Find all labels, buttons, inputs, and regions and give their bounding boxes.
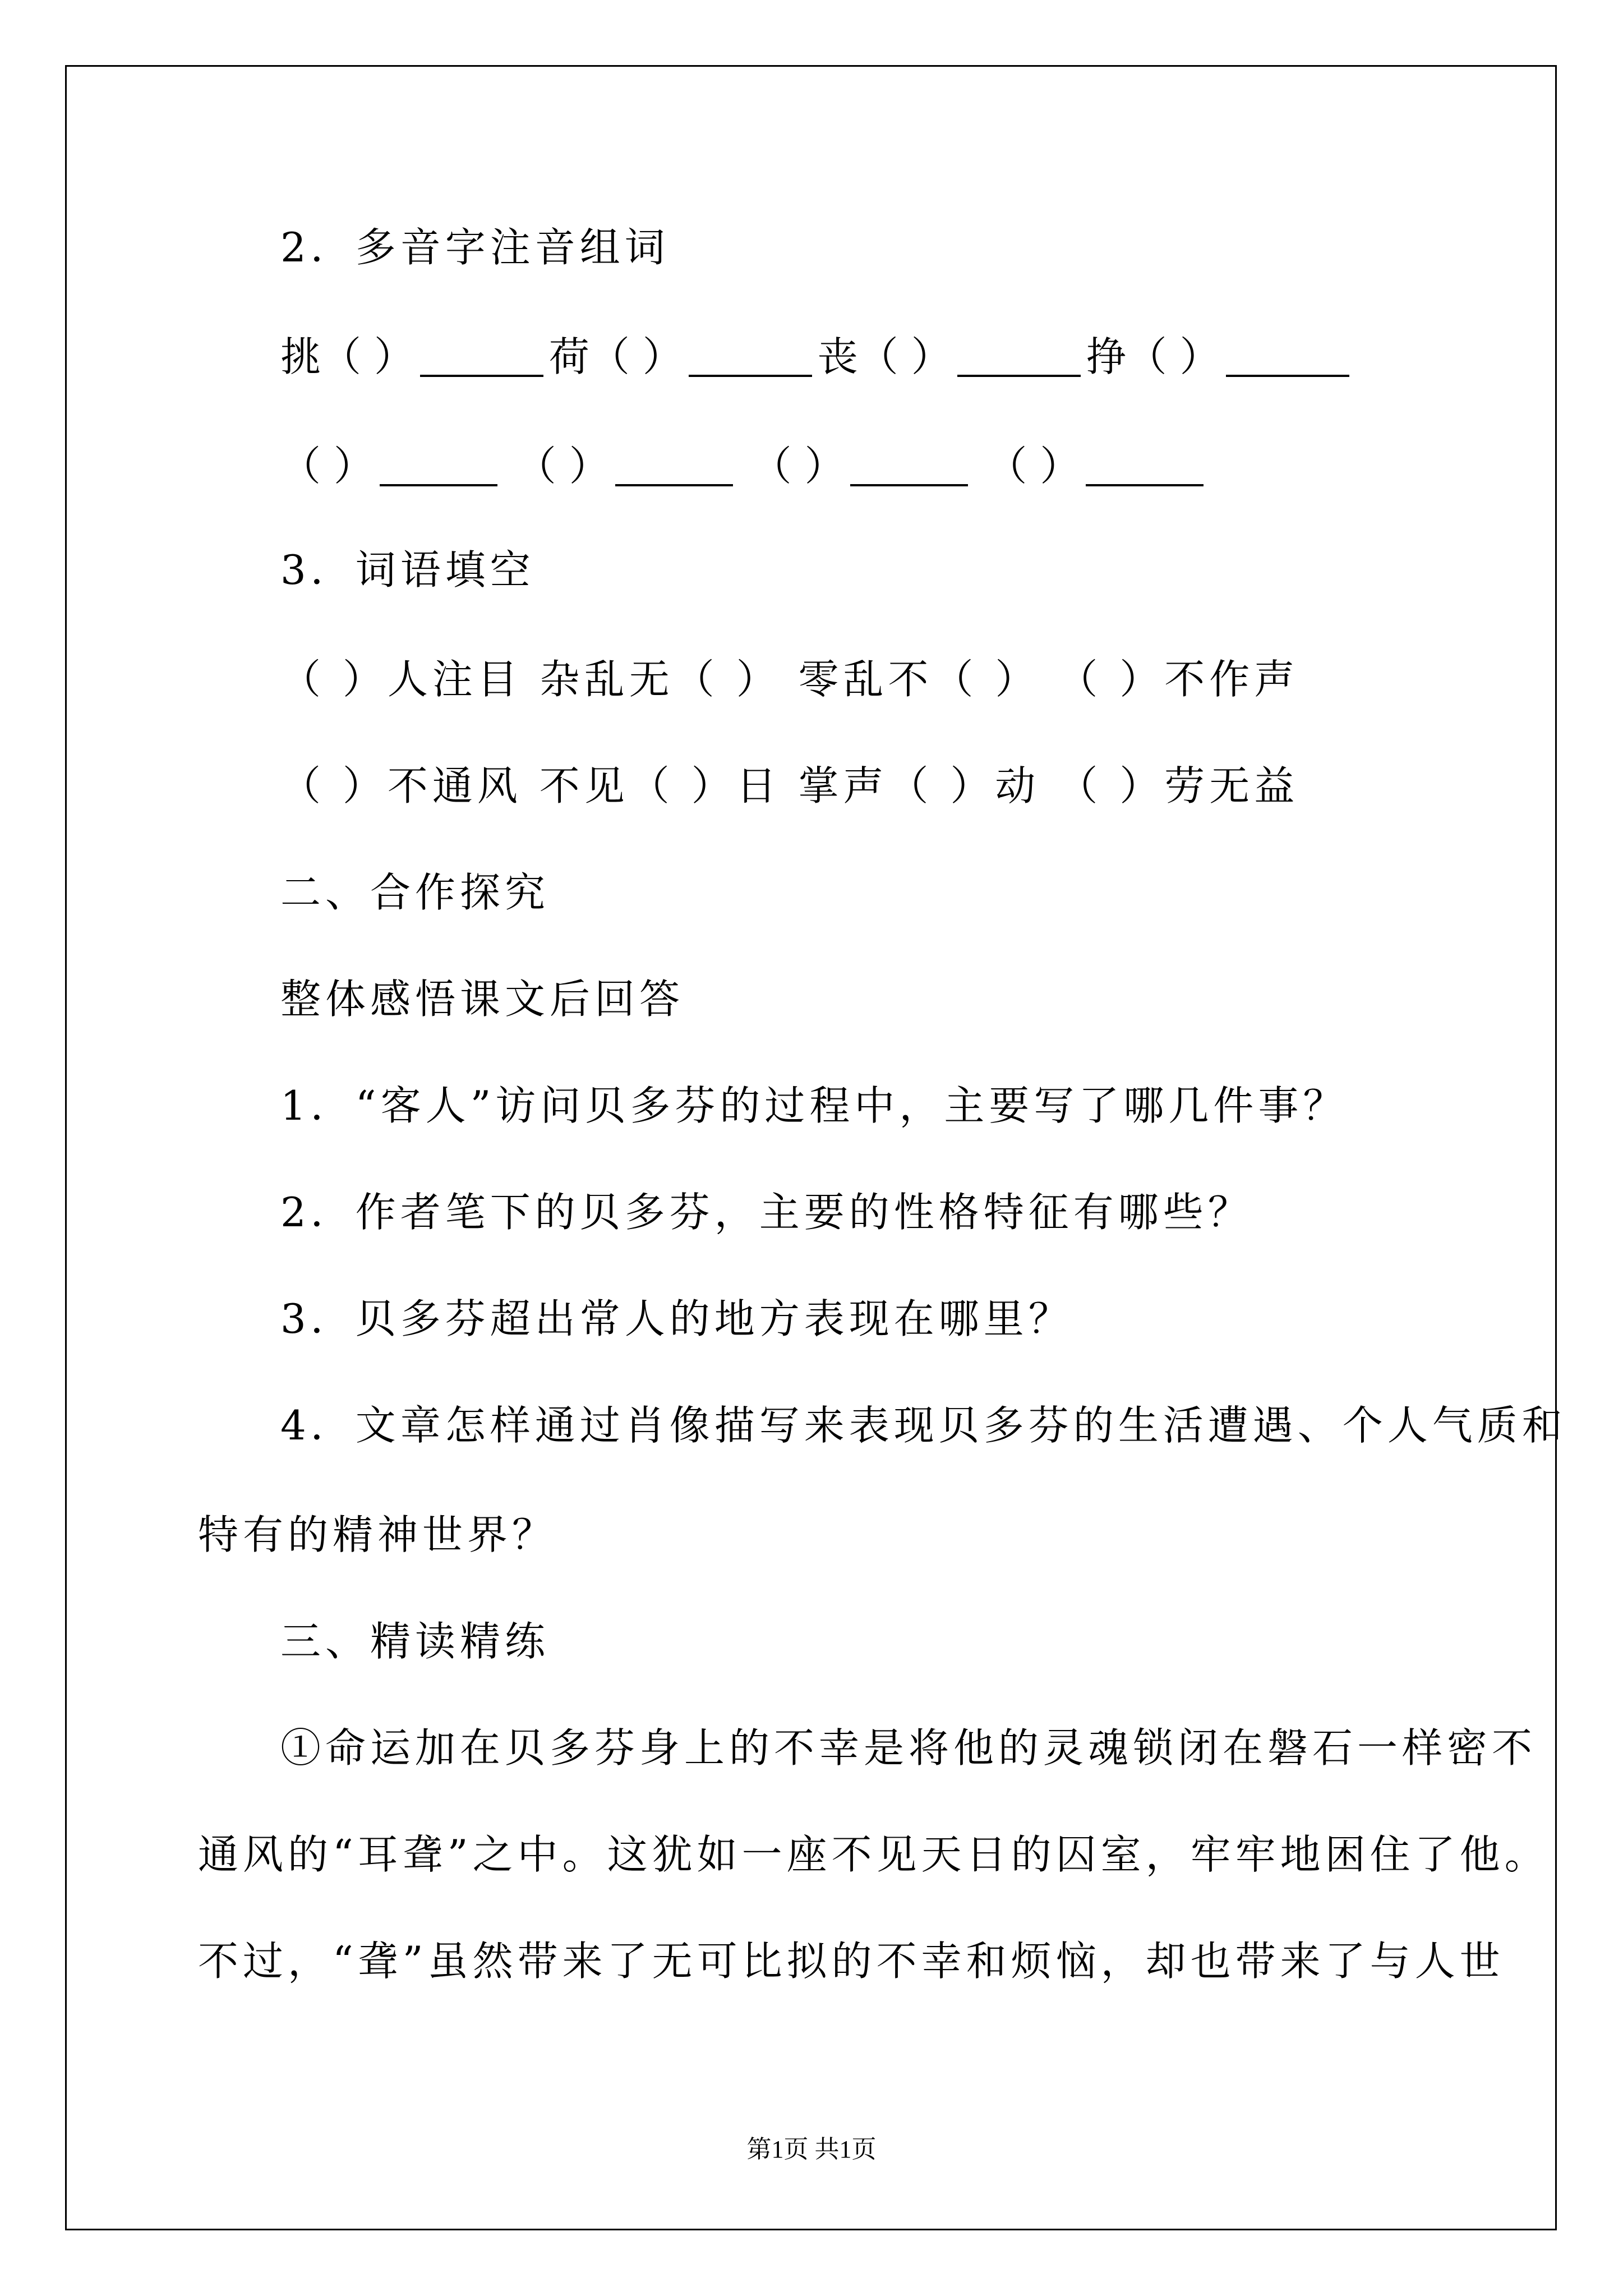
- answer-blank[interactable]: [957, 341, 1081, 377]
- answer-blank[interactable]: [1086, 450, 1204, 486]
- question-3: 3．贝多芬超出常人的地方表现在哪里？: [280, 1295, 1073, 1342]
- paragraph-line-3: 不过，“聋”虽然带来了无可比拟的不幸和烦恼，却也带来了与人世: [198, 1938, 1505, 1985]
- section-heading-2: 二、合作探究: [280, 869, 550, 916]
- question-2: 2．作者笔下的贝多芬，主要的性格特征有哪些？: [280, 1189, 1253, 1236]
- poly-item: 丧（ ）: [817, 333, 952, 380]
- poly-item: （ ）: [751, 443, 845, 490]
- poly-item: 荷（ ）: [548, 333, 683, 380]
- question-4-line-1: 4．文章怎样通过肖像描写来表现贝多芬的生活遭遇、个人气质和: [280, 1402, 1567, 1449]
- answer-blank[interactable]: [689, 341, 812, 377]
- paragraph-line-2: 通风的“耳聋”之中。这犹如一座不见天日的囚室，牢牢地困住了他。: [198, 1831, 1550, 1878]
- question-4-line-2: 特有的精神世界？: [198, 1511, 557, 1558]
- answer-blank[interactable]: [420, 341, 543, 377]
- page-border: [65, 65, 1557, 2230]
- section-subheading: 整体感悟课文后回答: [280, 976, 685, 1023]
- poly-item: （ ）: [986, 443, 1081, 490]
- heading-polyphonic: 2．多音字注音组词: [280, 224, 670, 271]
- polyphonic-row-2: [280, 443, 1209, 490]
- heading-fill-words: 3．词语填空: [280, 546, 535, 593]
- question-1: 1．“客人”访问贝多芬的过程中，主要写了哪几件事？: [280, 1082, 1348, 1129]
- poly-item: （ ）: [280, 443, 374, 490]
- poly-item: 挑（ ）: [280, 333, 414, 380]
- answer-blank[interactable]: [850, 450, 968, 486]
- polyphonic-row-1: [280, 333, 1355, 380]
- poly-item: （ ）: [515, 443, 610, 490]
- paragraph-line-1: ①命运加在贝多芬身上的不幸是将他的灵魂锁闭在磐石一样密不: [280, 1724, 1537, 1772]
- fill-row-1: （ ）人注目 杂乱无（ ） 零乱不（ ） （ ）不作声: [280, 656, 1299, 703]
- section-heading-3: 三、精读精练: [280, 1618, 550, 1665]
- answer-blank[interactable]: [615, 450, 733, 486]
- fill-row-2: （ ）不通风 不见（ ）日 掌声（ ）动 （ ）劳无益: [280, 762, 1299, 809]
- page-footer: 第1页 共1页: [746, 2136, 877, 2163]
- answer-blank[interactable]: [1226, 341, 1349, 377]
- answer-blank[interactable]: [380, 450, 497, 486]
- poly-item: 挣（ ）: [1086, 333, 1220, 380]
